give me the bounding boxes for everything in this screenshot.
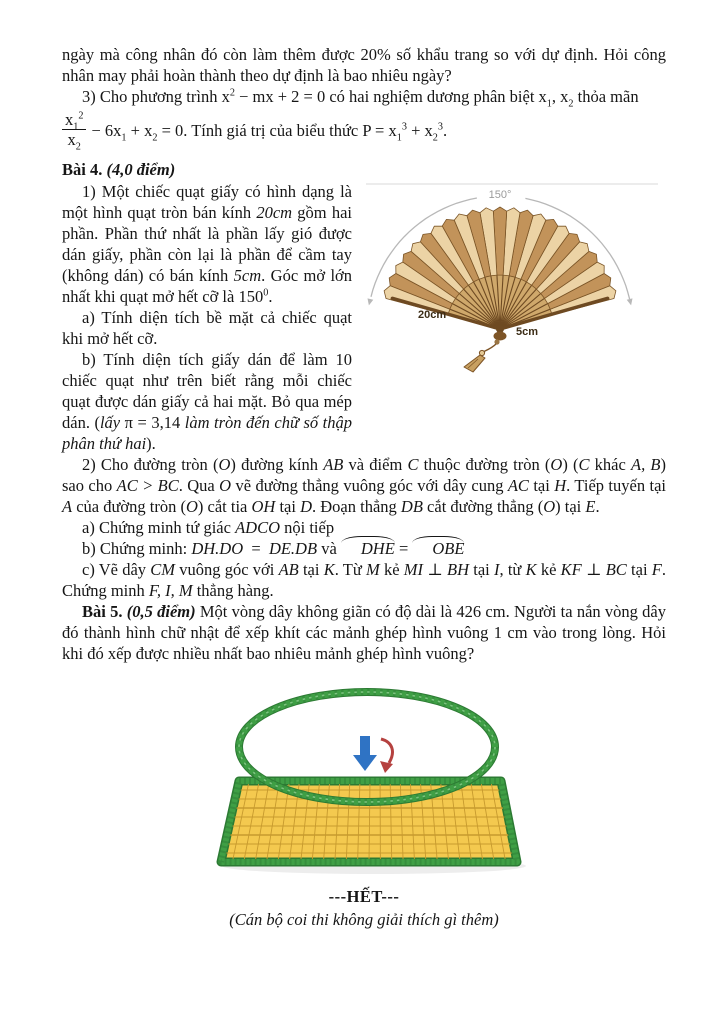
problem-3-formula <box>62 110 666 153</box>
text-run: BH <box>447 559 470 579</box>
text-run: . Qua <box>178 475 220 495</box>
text-run: F, I, M <box>148 580 193 600</box>
text-run: + x <box>406 120 433 140</box>
text-run: O <box>219 475 232 495</box>
text-run: I <box>493 559 500 579</box>
fan-illustration <box>360 181 666 431</box>
text-run: DHE <box>341 538 395 559</box>
text-run: a) Tính diện tích bề mặt cả chiếc quạt khi mở hết cỡ. <box>62 307 352 348</box>
text-run: Một vòng dây không giãn có độ dài là 426 cm. Người ta nắn vòng dây đó thành hình chữ nhật để xếp khít các mảnh ghép hình vuông 1 cm vào trong lòng. Hỏi khi đó xếp được nhiều nhất bao nhiêu mảnh ghép hình vuông? <box>62 601 666 663</box>
text-run: D <box>300 496 313 516</box>
text-run: và <box>317 538 341 558</box>
text-run: C <box>578 454 590 474</box>
text-run: Bài 5. <box>82 601 127 621</box>
bai4-p2a <box>62 517 666 538</box>
text-run: 2) Cho đường tròn ( <box>82 454 219 474</box>
text-run: 3) Cho phương trình x <box>82 87 230 106</box>
text-run: cắt đường thẳng ( <box>422 496 544 516</box>
text-run: x <box>65 110 74 129</box>
text-run: = <box>243 538 269 558</box>
text-run: A <box>62 496 73 516</box>
text-run: a) Chứng minh tứ giác <box>82 517 236 537</box>
text-run: DB <box>400 496 423 516</box>
text-run: 2 <box>78 110 84 122</box>
problem-3-statement <box>62 86 666 110</box>
text-run: O <box>543 496 556 516</box>
text-run: O <box>218 454 231 474</box>
text-run: π = 3,14 <box>124 412 185 432</box>
text-run: AB <box>323 454 344 474</box>
text-run: C <box>407 454 419 474</box>
end-marker: ---HẾT--- <box>328 886 400 906</box>
text-run: 2 <box>568 98 574 110</box>
text-run: ) ( <box>562 454 579 474</box>
bai4-p2 <box>62 454 666 517</box>
text-run: tại <box>626 559 652 579</box>
text-run: AB <box>278 559 299 579</box>
bai4-p2b <box>62 538 666 559</box>
text-run: 3 <box>437 121 443 133</box>
text-run: . Góc mở lớn nhất khi quạt mở hết cỡ là 150 <box>62 265 353 306</box>
text-run: thuộc đường tròn ( <box>418 454 551 474</box>
text-run: vuông góc với <box>175 559 279 579</box>
text-run: 1 <box>546 98 552 110</box>
text-run: ) sao cho <box>62 454 666 495</box>
text-run: thỏa mãn <box>573 87 639 106</box>
text-run: , từ <box>499 559 526 579</box>
fan-radius-label: 20cm <box>418 308 447 321</box>
text-run: 3 <box>401 121 407 133</box>
text-run: OH <box>251 496 276 516</box>
text-run: (4,0 điểm) <box>106 159 176 179</box>
rope-illustration <box>189 679 539 879</box>
text-run: ⊥ <box>581 559 606 579</box>
text-run: . Chứng minh <box>62 559 666 600</box>
text-run: A, B <box>631 454 661 474</box>
text-run: tại <box>275 496 301 516</box>
text-run: DH.DO <box>191 538 244 558</box>
fraction-denominator <box>67 130 81 153</box>
text-run: MI <box>403 559 424 579</box>
fraction-numerator <box>62 110 86 133</box>
fan-angle-label: 150° <box>488 188 512 201</box>
fan-tassel <box>464 355 485 372</box>
text-run: O <box>185 496 198 516</box>
text-run: OBE <box>412 538 464 559</box>
text-run: BC <box>605 559 627 579</box>
text-run: 5cm <box>233 265 262 285</box>
text-run: vẽ đường thẳng vuông góc với dây cung <box>231 475 508 495</box>
text-run: . Đoạn thẳng <box>312 496 401 516</box>
text-run: − mx + 2 = 0 có hai nghiệm dương phân biệt x <box>234 87 547 106</box>
text-run: M <box>366 559 380 579</box>
text-run: = <box>394 538 413 558</box>
text-run: ) tại <box>555 496 586 516</box>
text-run: ADCO <box>235 517 280 537</box>
text-run: F <box>651 559 662 579</box>
text-run: ⊥ <box>423 559 448 579</box>
text-run: − 6x <box>91 120 122 140</box>
text-run: b) Tính diện tích giấy dán để làm 10 chiếc quạt như trên biết rằng mỗi chiếc quạt được dán giấy cả hai mặt. Bỏ qua mép dán. ( <box>62 349 352 432</box>
text-run: KF <box>560 559 582 579</box>
text-run: AC > BC <box>116 475 179 495</box>
text-run: K <box>525 559 537 579</box>
bai4-p2c <box>62 559 666 601</box>
text-run: b) Chứng minh: <box>82 538 192 558</box>
text-run: lấy <box>99 412 125 432</box>
text-run: làm tròn đến chữ số thập phân thứ hai <box>62 412 352 453</box>
bai4-part1-block <box>62 181 666 454</box>
text-run: 2 <box>229 87 235 99</box>
text-run: thẳng hàng. <box>192 580 274 600</box>
formula-tail <box>91 120 448 144</box>
fan-handle-label: 5cm <box>516 325 539 338</box>
text-run: 2 <box>152 132 158 144</box>
fraction <box>62 110 86 153</box>
text-run: 1) Một chiếc quạt giấy có hình dạng là một hình quạt tròn bán kính <box>62 181 352 222</box>
text-run: 20cm <box>256 202 293 222</box>
text-run: ) đường kính <box>230 454 324 474</box>
text-run: . Tiếp tuyến tại <box>566 475 666 495</box>
text-run: 2 <box>75 141 81 153</box>
text-run: Bài 4. <box>62 159 107 179</box>
text-run: O <box>550 454 563 474</box>
text-run: 1 <box>396 132 402 144</box>
rotate-arrow-icon <box>381 739 392 763</box>
text-run: . <box>595 496 600 516</box>
text-run: CM <box>150 559 176 579</box>
text-run: khác <box>589 454 632 474</box>
text-run: (0,5 điểm) <box>126 601 196 621</box>
text-run: kẻ <box>379 559 404 579</box>
text-run: , x <box>551 87 569 106</box>
text-run: c) Vẽ dây <box>82 559 151 579</box>
paragraph-continuation <box>62 44 666 86</box>
text-run: 2 <box>432 132 438 144</box>
bai4-heading <box>62 159 666 180</box>
text-run: . Từ <box>334 559 367 579</box>
text-run: gồm hai phần. Phần thứ nhất là phần lấy gió được dán giấy, phần còn lại là phần để cầm tay (không dán) có bán kính <box>62 202 352 285</box>
text-run: K <box>323 559 335 579</box>
text-run: của đường tròn ( <box>72 496 186 516</box>
rope-figure <box>189 679 539 879</box>
text-run: . <box>442 120 448 140</box>
text-run: 1 <box>121 132 127 144</box>
text-run: tại <box>469 559 494 579</box>
text-run: ) cắt tia <box>197 496 252 516</box>
fan-figure <box>360 181 666 431</box>
text-run: . <box>268 286 273 306</box>
text-run: AC <box>507 475 529 495</box>
text-run: 0 <box>263 287 269 299</box>
text-run: ). <box>146 433 156 453</box>
text-run: nội tiếp <box>280 517 335 537</box>
text-run: tại <box>528 475 555 495</box>
text-run: tại <box>298 559 324 579</box>
text-run: và điểm <box>343 454 408 474</box>
text-run: kẻ <box>536 559 561 579</box>
text-run: E <box>585 496 596 516</box>
text-run: DE.DB <box>268 538 318 558</box>
text-run: + x <box>126 120 153 140</box>
bai5-paragraph <box>62 601 666 664</box>
text-run: ngày mà công nhân đó còn làm thêm được 20% số khẩu trang so với dự định. Hỏi công nhân may phải hoàn thành theo dự định là bao nhiêu ngày? <box>62 45 666 85</box>
down-arrow-icon <box>353 736 377 771</box>
text-run: 1 <box>73 121 79 133</box>
text-run: x <box>67 130 76 150</box>
text-run: H <box>554 475 567 495</box>
proctor-note: (Cán bộ coi thi không giải thích gì thêm) <box>229 909 499 929</box>
text-run: = 0. Tính giá trị của biểu thức P = x <box>157 120 397 140</box>
